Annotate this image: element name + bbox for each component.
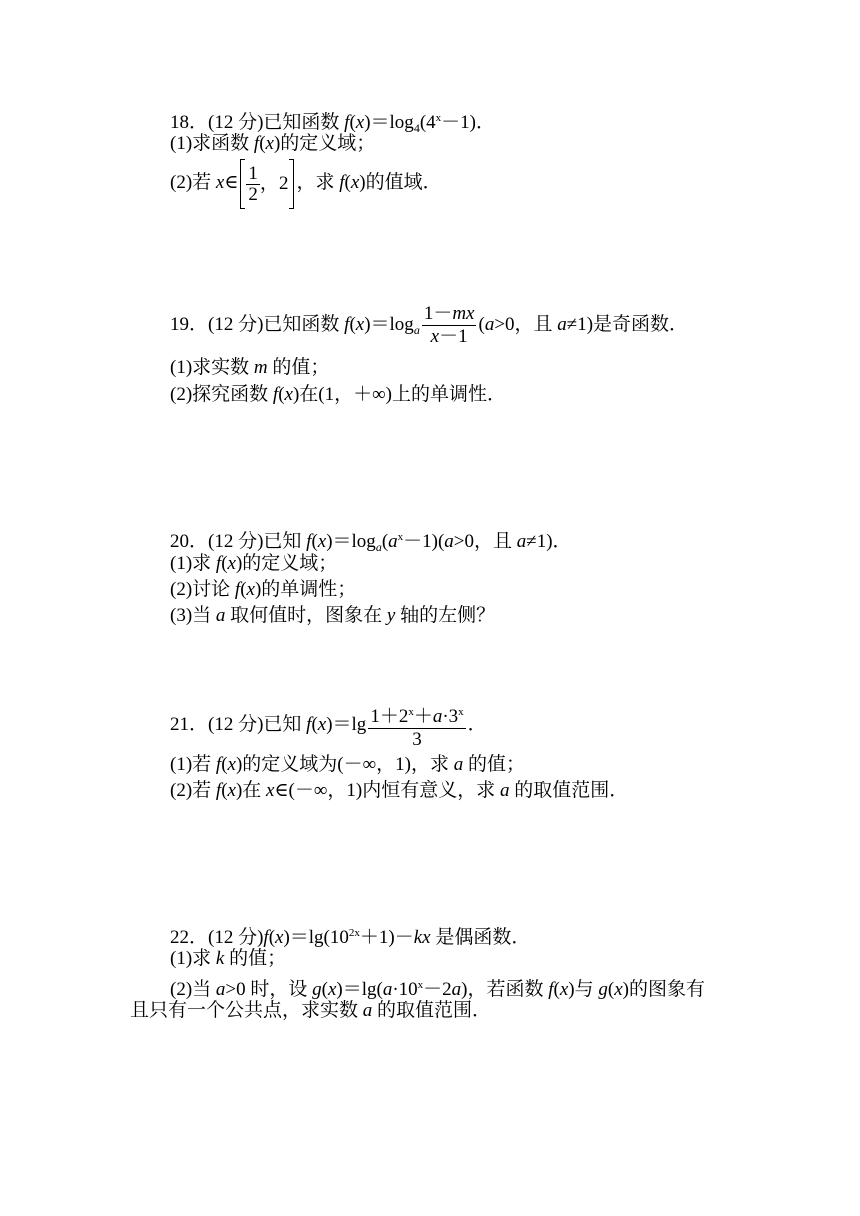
problem-19-part-1: (1)求实数 m 的值； (170, 357, 330, 378)
problem-18-statement: 18．(12 分)已知函数 $f(x)=\log_4(4^x-1)$． (170, 112, 495, 135)
problem-21-part-1: (1)若 f(x)的定义域为(－∞，1)，求 a 的值； (170, 754, 525, 775)
problem-18-part-1: (1)求函数 f(x)的定义域； (170, 133, 376, 154)
problem-18-part-2: (2)若 x∈ $\frac{1}{2}$ ，2 ，求 f(x)的值域． (170, 158, 442, 209)
problem-20-part-1: (1)求 f(x)的定义域； (170, 553, 338, 574)
problem-20-part-2: (2)讨论 f(x)的单调性； (170, 579, 357, 600)
problem-22-part-1: (1)求 k 的值； (170, 948, 287, 969)
problem-22-statement: 22．(12 分)$f(x)=\lg(10^{2x}+1)-kx$ 是偶函数． (170, 927, 531, 948)
problem-20-statement: 20．(12 分)已知 $f(x)=\log_a(a^x-1)(a>0$，且 a≠1)． (170, 531, 572, 554)
interval-bracket: $\frac{1}{2}$ ，2 (240, 159, 294, 209)
problem-19-part-2: (2)探究函数 f(x)在(1，＋∞)上的单调性． (170, 384, 506, 405)
fraction-log-argument: $\frac{1-mx}{x-1}$ (423, 303, 475, 348)
problem-19-statement: 19．(12 分)已知函数 $f(x)=\log_a$ $\frac{1-mx}{x-1}$ (a>0，且 a≠1)是奇函数． (170, 303, 689, 348)
fraction-one-half: $\frac{1}{2}$ (248, 162, 258, 205)
problem-22-part-2: (2)当 a>0 时，设 $g(x)=\lg(a\cdot 10^x-2a)$，若函数 f(x)与 g(x)的图象有 (170, 979, 705, 1000)
problem-22-part-2-continued: 且只有一个公共点，求实数 a 的取值范围． (130, 1000, 492, 1021)
problem-21-part-2: (2)若 f(x)在 x∈(－∞，1)内恒有意义，求 a 的取值范围． (170, 780, 629, 801)
problem-21-statement: 21．(12 分)已知 f(x)＝lg $\frac{1+2^x+a\cdot 3^x}{3}$ ． (170, 700, 487, 751)
fraction-lg-argument: $\frac{1+2^x+a\cdot 3^x}{3}$ (368, 701, 465, 751)
problem-20-part-3: (3)当 a 取何值时，图象在 y 轴的左侧？ (170, 605, 496, 626)
